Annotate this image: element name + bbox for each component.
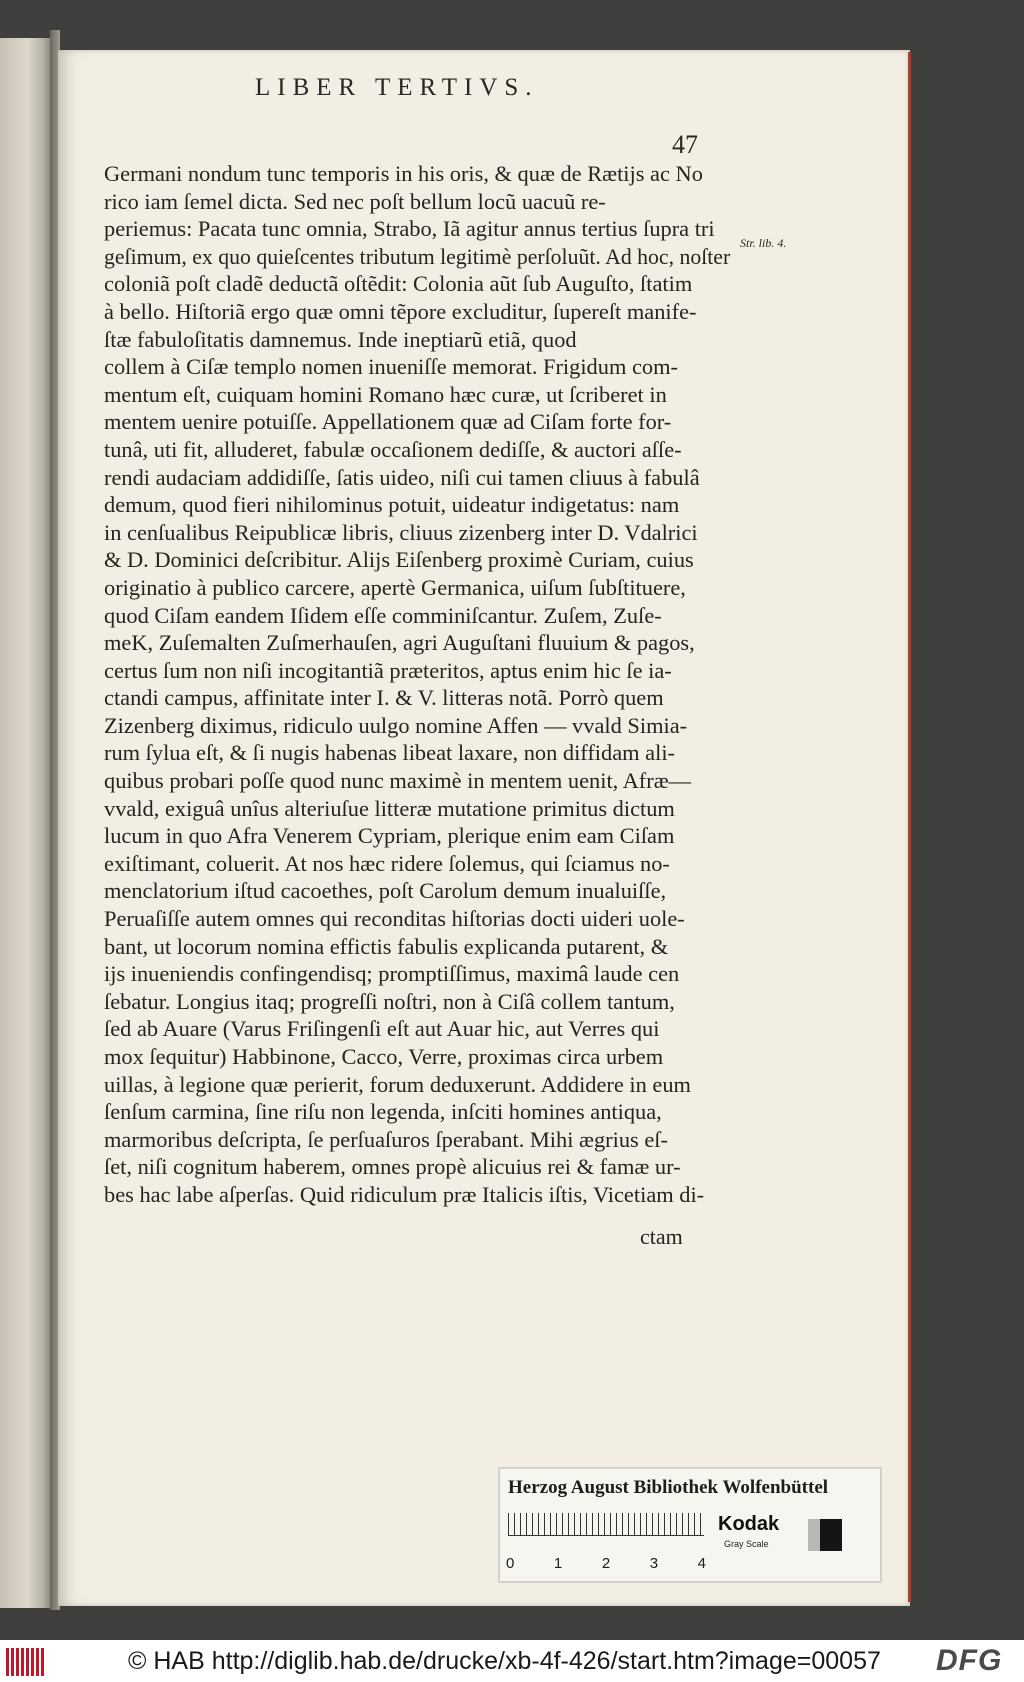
text-line: Zizenberg diximus, ridiculo uulgo nomine Affen — vvald Simia- [104, 712, 688, 738]
text-line: ſet, niſi cognitum haberem, omnes propè alicuius rei & famæ ur- [104, 1154, 681, 1180]
text-line: mentem uenire potuiſſe. Appellationem quæ ad Ciſam forte for- [104, 409, 672, 435]
catchword: ctam [640, 1224, 683, 1249]
text-line: ctandi campus, affinitate inter I. & V. litteras notã. Porrò quem [104, 685, 664, 711]
text-line: Peruaſiſſe autem omnes qui reconditas hiſtorias docti uideri uole- [104, 906, 685, 932]
text-line: mox ſequitur) Habbinone, Cacco, Verre, proximas circa urbem [104, 1044, 664, 1069]
text-line: ijs inueniendis confingendisq; promptiſſimus, maximâ laude cen [104, 961, 680, 987]
text-line: quibus probari poſſe quod nunc maximè in mentem uenit, Afræ— [104, 768, 692, 794]
text-line: meK, Zuſemalten Zuſmerhauſen, agri Auguſtani fluuium & pagos, [104, 630, 695, 656]
text-line: Germani nondum tunc temporis in his oris, & quæ de Rætijs ac No [104, 161, 703, 186]
text-line: bant, ut locorum nomina effictis fabulis explicanda putarent, & [104, 933, 669, 959]
card-ruler-numbers [506, 1555, 706, 1572]
text-line: originatio à publico carcere, apertè Germanica, uiſum ſubſtituere, [104, 574, 686, 600]
ruler-number: 2 [601, 1555, 611, 1572]
text-line: & D. Dominici deſcribitur. Alijs Eiſenberg proximè Curiam, cuius [104, 547, 694, 573]
text-line: exiſtimant, coluerit. At nos hæc ridere ſolemus, qui ſciamus no- [104, 850, 670, 876]
text-line: demum, quod fieri nihilominus potuit, uideatur indigetatus: nam [104, 492, 680, 518]
text-line: ſed ab Auare (Varus Friſingenſi eſt aut Auar hic, aut Verres qui [104, 1016, 660, 1042]
ruler-number: 0 [506, 1555, 515, 1572]
text-line: coloniã poſt cladẽ deductã oſtẽdit: Colonia aũt ſub Auguſto, ſtatim [104, 271, 693, 297]
facing-page-edge [0, 38, 50, 1608]
ruler-number: 4 [697, 1555, 706, 1572]
text-line: vvald, exiguâ unîus alteriuſue litteræ mutatione primitus dictum [104, 795, 675, 821]
text-line: ſebatur. Longius itaq; progreſſi noſtri, non à Ciſâ collem tantum, [104, 988, 675, 1014]
text-line: lucum in quo Afra Venerem Cypriam, plerique enim eam Ciſam [104, 823, 675, 849]
footer-credit-link[interactable]: © HAB http://diglib.hab.de/drucke/xb-4f-426/start.htm?image=00057 [128, 1647, 881, 1675]
card-ruler [508, 1513, 704, 1536]
running-head: LIBER TERTIVS. [255, 74, 539, 101]
red-page-edge [908, 52, 911, 1602]
text-line: bes hac labe aſperſas. Quid ridiculum præ Italicis iſtis, Vicetiam di- [104, 1181, 705, 1207]
grayscale-label: Gray Scale [724, 1539, 769, 1549]
text-line: rum ſylua eſt, & ſi nugis habenas libeat laxare, non diffidam ali- [104, 740, 676, 766]
text-line: collem à Ciſæ templo nomen inueniſſe memorat. Frigidum com- [104, 354, 678, 380]
ruler-number: 1 [553, 1555, 563, 1572]
text-line: à bello. Hiſtoriã ergo quæ omni tẽpore excluditur, ſupereſt manife- [104, 298, 697, 324]
text-line: rendi audaciam addidiſſe, ſatis uideo, niſi cui tamen cliuus à fabulâ [104, 464, 700, 490]
card-title: Herzog August Bibliothek Wolfenbüttel [508, 1477, 829, 1498]
hab-logo-icon [6, 1648, 44, 1676]
body-text [104, 160, 730, 1209]
text-line: rico iam ſemel dicta. Sed nec poſt bellum locũ uacuũ re- [104, 188, 606, 214]
color-calibration-card [498, 1467, 882, 1583]
dfg-logo: DFG [936, 1644, 1003, 1677]
text-line: ſenſum carmina, ſine riſu non legenda, inſciti homines antiqua, [104, 1099, 662, 1125]
text-line: menclatorium iſtud cacoethes, poſt Carolum demum inualuiſſe, [104, 878, 667, 904]
text-line: certus ſum non niſi incogitantiã præteritos, aptus enim hic ſe ia- [104, 657, 672, 683]
text-line: in cenſualibus Reipublicæ libris, cliuus zizenberg inter D. Vdalrici [104, 519, 698, 545]
gray-swatch-dark [820, 1519, 842, 1551]
page-number: 47 [672, 130, 698, 159]
text-line: periemus: Pacata tunc omnia, Strabo, Iã agitur annus tertius ſupra tri [104, 216, 715, 242]
text-line: quod Ciſam eandem Iſidem eſſe comminiſcantur. Zuſem, Zuſe- [104, 602, 662, 628]
margin-note: Str. lib. 4. [740, 236, 787, 250]
gray-swatch-light [808, 1519, 820, 1551]
text-line: uillas, à legione quæ perierit, forum deduxerunt. Addidere in eum [104, 1071, 691, 1097]
kodak-logo: Kodak [718, 1513, 780, 1535]
text-line: tunâ, uti fit, alluderet, fabulæ occaſionem dediſſe, & auctori aſſe- [104, 436, 682, 462]
ruler-number: 3 [649, 1555, 659, 1572]
text-line: mentum eſt, cuiquam homini Romano hæc curæ, ut ſcriberet in [104, 381, 667, 407]
footer-bar [0, 1640, 1024, 1682]
text-line: marmoribus deſcripta, ſe perſuaſuros ſperabant. Mihi ægrius eſ- [104, 1126, 668, 1152]
text-line: ſtæ fabuloſitatis damnemus. Inde ineptiarũ etiã, quod [104, 326, 577, 352]
text-line: geſimum, ex quo quieſcentes tributum legitimè perſoluũt. Ad hoc, noſter [104, 243, 731, 269]
